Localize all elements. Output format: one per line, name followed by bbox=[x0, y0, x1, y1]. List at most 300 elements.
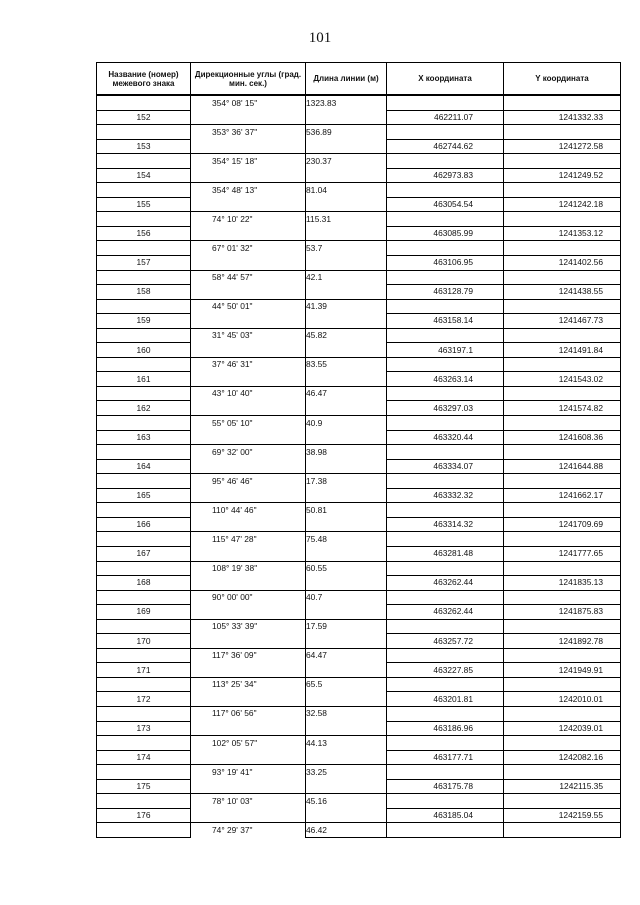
cell-name: 156 bbox=[97, 226, 191, 241]
table-row-point bbox=[97, 110, 621, 125]
cell-y: 1241353.12 bbox=[504, 226, 621, 241]
cell-empty bbox=[387, 794, 504, 809]
table-row-segment bbox=[97, 270, 621, 285]
cell-angle: 44° 50' 01" bbox=[191, 299, 306, 314]
table-row-point bbox=[97, 517, 621, 532]
cell-empty bbox=[191, 372, 306, 387]
cell-empty bbox=[97, 648, 191, 663]
cell-length: 40.9 bbox=[306, 416, 387, 431]
cell-empty bbox=[306, 372, 387, 387]
cell-empty bbox=[504, 648, 621, 663]
cell-name: 161 bbox=[97, 372, 191, 387]
cell-angle: 43° 10' 40" bbox=[191, 386, 306, 401]
cell-empty bbox=[191, 168, 306, 183]
cell-empty bbox=[97, 299, 191, 314]
cell-name: 175 bbox=[97, 779, 191, 794]
cell-y: 1241835.13 bbox=[504, 576, 621, 591]
cell-empty bbox=[97, 765, 191, 780]
cell-angle: 105° 33' 39" bbox=[191, 619, 306, 634]
cell-empty bbox=[191, 226, 306, 241]
cell-x: 463320.44 bbox=[387, 430, 504, 445]
cell-name: 168 bbox=[97, 576, 191, 591]
table-row-point bbox=[97, 226, 621, 241]
cell-empty bbox=[306, 779, 387, 794]
cell-y: 1241875.83 bbox=[504, 605, 621, 620]
cell-empty bbox=[306, 110, 387, 125]
cell-length: 32.58 bbox=[306, 706, 387, 721]
cell-empty bbox=[306, 692, 387, 707]
cell-length: 46.47 bbox=[306, 386, 387, 401]
cell-length: 75.48 bbox=[306, 532, 387, 547]
cell-empty bbox=[306, 546, 387, 561]
table-row-point bbox=[97, 314, 621, 329]
table-row-point bbox=[97, 401, 621, 416]
cell-x: 463158.14 bbox=[387, 314, 504, 329]
table-row-segment bbox=[97, 445, 621, 460]
cell-name: 155 bbox=[97, 197, 191, 212]
cell-empty bbox=[97, 95, 191, 110]
cell-empty bbox=[387, 677, 504, 692]
cell-empty bbox=[387, 823, 504, 838]
cell-empty bbox=[504, 532, 621, 547]
cell-empty bbox=[504, 270, 621, 285]
header-y: Y координата bbox=[504, 63, 621, 96]
table-row-segment bbox=[97, 648, 621, 663]
header-x: X координата bbox=[387, 63, 504, 96]
cell-empty bbox=[306, 576, 387, 591]
cell-x: 463128.79 bbox=[387, 285, 504, 300]
cell-empty bbox=[504, 445, 621, 460]
cell-empty bbox=[191, 517, 306, 532]
cell-x: 463085.99 bbox=[387, 226, 504, 241]
cell-x: 463281.48 bbox=[387, 546, 504, 561]
cell-empty bbox=[504, 823, 621, 838]
cell-empty bbox=[504, 299, 621, 314]
cell-name: 164 bbox=[97, 459, 191, 474]
cell-angle: 93° 19' 41" bbox=[191, 765, 306, 780]
table-row-segment bbox=[97, 212, 621, 227]
cell-empty bbox=[387, 532, 504, 547]
cell-x: 463262.44 bbox=[387, 605, 504, 620]
cell-name: 160 bbox=[97, 343, 191, 358]
cell-x: 462211.07 bbox=[387, 110, 504, 125]
cell-x: 463197.1 bbox=[387, 343, 504, 358]
cell-empty bbox=[191, 488, 306, 503]
cell-name: 173 bbox=[97, 721, 191, 736]
table-row-segment bbox=[97, 183, 621, 198]
cell-y: 1241662.17 bbox=[504, 488, 621, 503]
cell-empty bbox=[306, 721, 387, 736]
cell-length: 45.16 bbox=[306, 794, 387, 809]
cell-y: 1241543.02 bbox=[504, 372, 621, 387]
cell-empty bbox=[97, 241, 191, 256]
cell-empty bbox=[191, 285, 306, 300]
cell-empty bbox=[306, 488, 387, 503]
cell-y: 1241272.58 bbox=[504, 139, 621, 154]
cell-angle: 354° 08' 15" bbox=[191, 95, 306, 110]
cell-length: 41.39 bbox=[306, 299, 387, 314]
cell-empty bbox=[191, 546, 306, 561]
table-row-point bbox=[97, 256, 621, 271]
cell-empty bbox=[387, 125, 504, 140]
cell-x: 463227.85 bbox=[387, 663, 504, 678]
cell-empty bbox=[191, 256, 306, 271]
cell-y: 1241574.82 bbox=[504, 401, 621, 416]
cell-x: 463263.14 bbox=[387, 372, 504, 387]
cell-empty bbox=[387, 561, 504, 576]
table-row-point bbox=[97, 576, 621, 591]
cell-length: 83.55 bbox=[306, 357, 387, 372]
cell-empty bbox=[306, 314, 387, 329]
table-row-point bbox=[97, 546, 621, 561]
table-row-segment bbox=[97, 299, 621, 314]
cell-x: 463257.72 bbox=[387, 634, 504, 649]
cell-y: 1242082.16 bbox=[504, 750, 621, 765]
cell-length: 44.13 bbox=[306, 736, 387, 751]
cell-x: 463175.78 bbox=[387, 779, 504, 794]
cell-empty bbox=[97, 183, 191, 198]
cell-angle: 117° 06' 56" bbox=[191, 706, 306, 721]
cell-y: 1241777.65 bbox=[504, 546, 621, 561]
cell-empty bbox=[97, 794, 191, 809]
table-body bbox=[97, 95, 621, 837]
cell-empty bbox=[97, 677, 191, 692]
cell-empty bbox=[504, 212, 621, 227]
cell-angle: 74° 29' 37" bbox=[191, 823, 306, 838]
table-row-point bbox=[97, 750, 621, 765]
cell-x: 463054.54 bbox=[387, 197, 504, 212]
cell-name: 162 bbox=[97, 401, 191, 416]
cell-empty bbox=[306, 634, 387, 649]
cell-name: 154 bbox=[97, 168, 191, 183]
cell-length: 53.7 bbox=[306, 241, 387, 256]
table-row-point bbox=[97, 779, 621, 794]
table-row-segment bbox=[97, 794, 621, 809]
cell-angle: 55° 05' 10" bbox=[191, 416, 306, 431]
cell-name: 157 bbox=[97, 256, 191, 271]
table-row-point bbox=[97, 430, 621, 445]
cell-empty bbox=[387, 183, 504, 198]
cell-empty bbox=[97, 532, 191, 547]
cell-empty bbox=[306, 256, 387, 271]
cell-empty bbox=[191, 110, 306, 125]
cell-empty bbox=[306, 168, 387, 183]
cell-empty bbox=[387, 386, 504, 401]
cell-length: 60.55 bbox=[306, 561, 387, 576]
cell-empty bbox=[387, 328, 504, 343]
cell-empty bbox=[191, 576, 306, 591]
table-row-segment bbox=[97, 823, 621, 838]
cell-empty bbox=[306, 808, 387, 823]
cell-name: 158 bbox=[97, 285, 191, 300]
cell-empty bbox=[504, 241, 621, 256]
table-row-segment bbox=[97, 328, 621, 343]
cell-empty bbox=[504, 765, 621, 780]
cell-empty bbox=[97, 445, 191, 460]
cell-angle: 37° 46' 31" bbox=[191, 357, 306, 372]
table-row-point bbox=[97, 663, 621, 678]
cell-empty bbox=[191, 459, 306, 474]
cell-empty bbox=[191, 721, 306, 736]
cell-empty bbox=[97, 270, 191, 285]
cell-empty bbox=[387, 416, 504, 431]
table-row-point bbox=[97, 721, 621, 736]
coordinates-table bbox=[96, 62, 621, 838]
cell-empty bbox=[191, 430, 306, 445]
table-row-segment bbox=[97, 590, 621, 605]
cell-empty bbox=[504, 503, 621, 518]
table-row-segment bbox=[97, 241, 621, 256]
cell-empty bbox=[191, 750, 306, 765]
cell-empty bbox=[306, 517, 387, 532]
cell-y: 1242159.55 bbox=[504, 808, 621, 823]
cell-angle: 115° 47' 28" bbox=[191, 532, 306, 547]
cell-name: 163 bbox=[97, 430, 191, 445]
table-row-segment bbox=[97, 154, 621, 169]
cell-length: 17.59 bbox=[306, 619, 387, 634]
cell-name: 174 bbox=[97, 750, 191, 765]
table-row-segment bbox=[97, 619, 621, 634]
cell-empty bbox=[504, 561, 621, 576]
cell-empty bbox=[504, 125, 621, 140]
table-row-segment bbox=[97, 677, 621, 692]
cell-name: 166 bbox=[97, 517, 191, 532]
cell-length: 42.1 bbox=[306, 270, 387, 285]
cell-y: 1242010.01 bbox=[504, 692, 621, 707]
cell-empty bbox=[504, 328, 621, 343]
cell-name: 159 bbox=[97, 314, 191, 329]
table-row-point bbox=[97, 168, 621, 183]
header-name: Название (номер) межевого знака bbox=[97, 63, 191, 96]
cell-empty bbox=[387, 619, 504, 634]
cell-x: 463177.71 bbox=[387, 750, 504, 765]
cell-name: 170 bbox=[97, 634, 191, 649]
table-row-point bbox=[97, 197, 621, 212]
table-row-point bbox=[97, 605, 621, 620]
cell-empty bbox=[504, 357, 621, 372]
cell-empty bbox=[191, 692, 306, 707]
cell-empty bbox=[191, 343, 306, 358]
cell-y: 1241467.73 bbox=[504, 314, 621, 329]
cell-empty bbox=[387, 706, 504, 721]
cell-empty bbox=[191, 779, 306, 794]
table-row-point bbox=[97, 692, 621, 707]
cell-length: 17.38 bbox=[306, 474, 387, 489]
cell-empty bbox=[97, 328, 191, 343]
cell-angle: 117° 36' 09" bbox=[191, 648, 306, 663]
table-header-row bbox=[97, 63, 621, 96]
cell-angle: 353° 36' 37" bbox=[191, 125, 306, 140]
cell-name: 171 bbox=[97, 663, 191, 678]
cell-y: 1241249.52 bbox=[504, 168, 621, 183]
table-row-segment bbox=[97, 736, 621, 751]
cell-length: 50.81 bbox=[306, 503, 387, 518]
table-row-point bbox=[97, 488, 621, 503]
cell-y: 1242115.35 bbox=[504, 779, 621, 794]
cell-empty bbox=[191, 314, 306, 329]
cell-length: 1323.83 bbox=[306, 95, 387, 110]
cell-empty bbox=[191, 634, 306, 649]
cell-empty bbox=[191, 605, 306, 620]
cell-y: 1241892.78 bbox=[504, 634, 621, 649]
cell-empty bbox=[97, 125, 191, 140]
cell-length: 230.37 bbox=[306, 154, 387, 169]
cell-empty bbox=[306, 605, 387, 620]
cell-empty bbox=[504, 416, 621, 431]
cell-empty bbox=[387, 212, 504, 227]
table-row-point bbox=[97, 285, 621, 300]
cell-name: 169 bbox=[97, 605, 191, 620]
cell-empty bbox=[504, 677, 621, 692]
cell-length: 65.5 bbox=[306, 677, 387, 692]
cell-empty bbox=[306, 343, 387, 358]
cell-length: 81.04 bbox=[306, 183, 387, 198]
cell-angle: 78° 10' 03" bbox=[191, 794, 306, 809]
cell-length: 115.31 bbox=[306, 212, 387, 227]
cell-y: 1242039.01 bbox=[504, 721, 621, 736]
cell-empty bbox=[504, 183, 621, 198]
cell-length: 64.47 bbox=[306, 648, 387, 663]
cell-empty bbox=[387, 503, 504, 518]
cell-name: 152 bbox=[97, 110, 191, 125]
cell-empty bbox=[97, 619, 191, 634]
cell-angle: 95° 46' 46" bbox=[191, 474, 306, 489]
cell-empty bbox=[306, 401, 387, 416]
cell-empty bbox=[97, 212, 191, 227]
cell-length: 33.25 bbox=[306, 765, 387, 780]
cell-y: 1241402.56 bbox=[504, 256, 621, 271]
table-row-segment bbox=[97, 706, 621, 721]
cell-empty bbox=[387, 590, 504, 605]
page-number: 101 bbox=[308, 30, 332, 46]
cell-empty bbox=[97, 474, 191, 489]
cell-empty bbox=[387, 299, 504, 314]
cell-angle: 108° 19' 38" bbox=[191, 561, 306, 576]
cell-x: 463106.95 bbox=[387, 256, 504, 271]
cell-empty bbox=[306, 459, 387, 474]
cell-empty bbox=[504, 794, 621, 809]
cell-empty bbox=[387, 474, 504, 489]
cell-empty bbox=[306, 139, 387, 154]
cell-empty bbox=[504, 619, 621, 634]
cell-empty bbox=[504, 474, 621, 489]
table-row-point bbox=[97, 343, 621, 358]
cell-angle: 354° 48' 13" bbox=[191, 183, 306, 198]
cell-y: 1241242.18 bbox=[504, 197, 621, 212]
cell-name: 153 bbox=[97, 139, 191, 154]
cell-angle: 58° 44' 57" bbox=[191, 270, 306, 285]
table-row-segment bbox=[97, 357, 621, 372]
cell-length: 536.89 bbox=[306, 125, 387, 140]
cell-length: 40.7 bbox=[306, 590, 387, 605]
cell-length: 38.98 bbox=[306, 445, 387, 460]
table-row-segment bbox=[97, 416, 621, 431]
cell-angle: 113° 25' 34" bbox=[191, 677, 306, 692]
cell-x: 463297.03 bbox=[387, 401, 504, 416]
header-length: Длина линии (м) bbox=[306, 63, 387, 96]
cell-empty bbox=[97, 154, 191, 169]
table-row-point bbox=[97, 634, 621, 649]
cell-empty bbox=[97, 386, 191, 401]
cell-empty bbox=[504, 736, 621, 751]
cell-empty bbox=[97, 357, 191, 372]
cell-empty bbox=[387, 357, 504, 372]
cell-y: 1241491.84 bbox=[504, 343, 621, 358]
cell-empty bbox=[97, 590, 191, 605]
cell-name: 165 bbox=[97, 488, 191, 503]
table-row-point bbox=[97, 139, 621, 154]
table-row-segment bbox=[97, 386, 621, 401]
cell-angle: 110° 44' 46" bbox=[191, 503, 306, 518]
cell-x: 463201.81 bbox=[387, 692, 504, 707]
cell-empty bbox=[191, 139, 306, 154]
table-row-segment bbox=[97, 474, 621, 489]
cell-empty bbox=[387, 736, 504, 751]
table-row-segment bbox=[97, 765, 621, 780]
cell-y: 1241949.91 bbox=[504, 663, 621, 678]
cell-x: 462973.83 bbox=[387, 168, 504, 183]
cell-empty bbox=[97, 823, 191, 838]
cell-angle: 67° 01' 32" bbox=[191, 241, 306, 256]
cell-empty bbox=[306, 197, 387, 212]
cell-empty bbox=[97, 416, 191, 431]
table-row-segment bbox=[97, 532, 621, 547]
table-row-segment bbox=[97, 503, 621, 518]
cell-empty bbox=[97, 706, 191, 721]
header-angle: Дирекционные углы (град. мин. сек.) bbox=[191, 63, 306, 96]
cell-empty bbox=[387, 154, 504, 169]
cell-angle: 102° 05' 57" bbox=[191, 736, 306, 751]
cell-angle: 69° 32' 00" bbox=[191, 445, 306, 460]
cell-empty bbox=[306, 750, 387, 765]
table-row-point bbox=[97, 808, 621, 823]
cell-empty bbox=[387, 95, 504, 110]
cell-y: 1241709.69 bbox=[504, 517, 621, 532]
cell-empty bbox=[387, 241, 504, 256]
table-row-segment bbox=[97, 95, 621, 110]
cell-y: 1241644.88 bbox=[504, 459, 621, 474]
cell-y: 1241438.55 bbox=[504, 285, 621, 300]
cell-name: 167 bbox=[97, 546, 191, 561]
cell-length: 45.82 bbox=[306, 328, 387, 343]
cell-x: 462744.62 bbox=[387, 139, 504, 154]
cell-empty bbox=[306, 430, 387, 445]
cell-y: 1241608.36 bbox=[504, 430, 621, 445]
cell-x: 463314.32 bbox=[387, 517, 504, 532]
cell-angle: 74° 10' 22" bbox=[191, 212, 306, 227]
cell-x: 463185.04 bbox=[387, 808, 504, 823]
cell-empty bbox=[191, 663, 306, 678]
table-row-point bbox=[97, 459, 621, 474]
cell-empty bbox=[97, 503, 191, 518]
cell-name: 176 bbox=[97, 808, 191, 823]
cell-angle: 31° 45' 03" bbox=[191, 328, 306, 343]
cell-x: 463262.44 bbox=[387, 576, 504, 591]
cell-y: 1241332.33 bbox=[504, 110, 621, 125]
cell-empty bbox=[306, 226, 387, 241]
cell-angle: 354° 15' 18" bbox=[191, 154, 306, 169]
cell-x: 463186.96 bbox=[387, 721, 504, 736]
table-row-segment bbox=[97, 561, 621, 576]
table-row-segment bbox=[97, 125, 621, 140]
cell-empty bbox=[504, 154, 621, 169]
cell-empty bbox=[191, 197, 306, 212]
cell-empty bbox=[504, 590, 621, 605]
cell-empty bbox=[97, 736, 191, 751]
cell-x: 463334.07 bbox=[387, 459, 504, 474]
table-row-point bbox=[97, 372, 621, 387]
cell-empty bbox=[191, 401, 306, 416]
